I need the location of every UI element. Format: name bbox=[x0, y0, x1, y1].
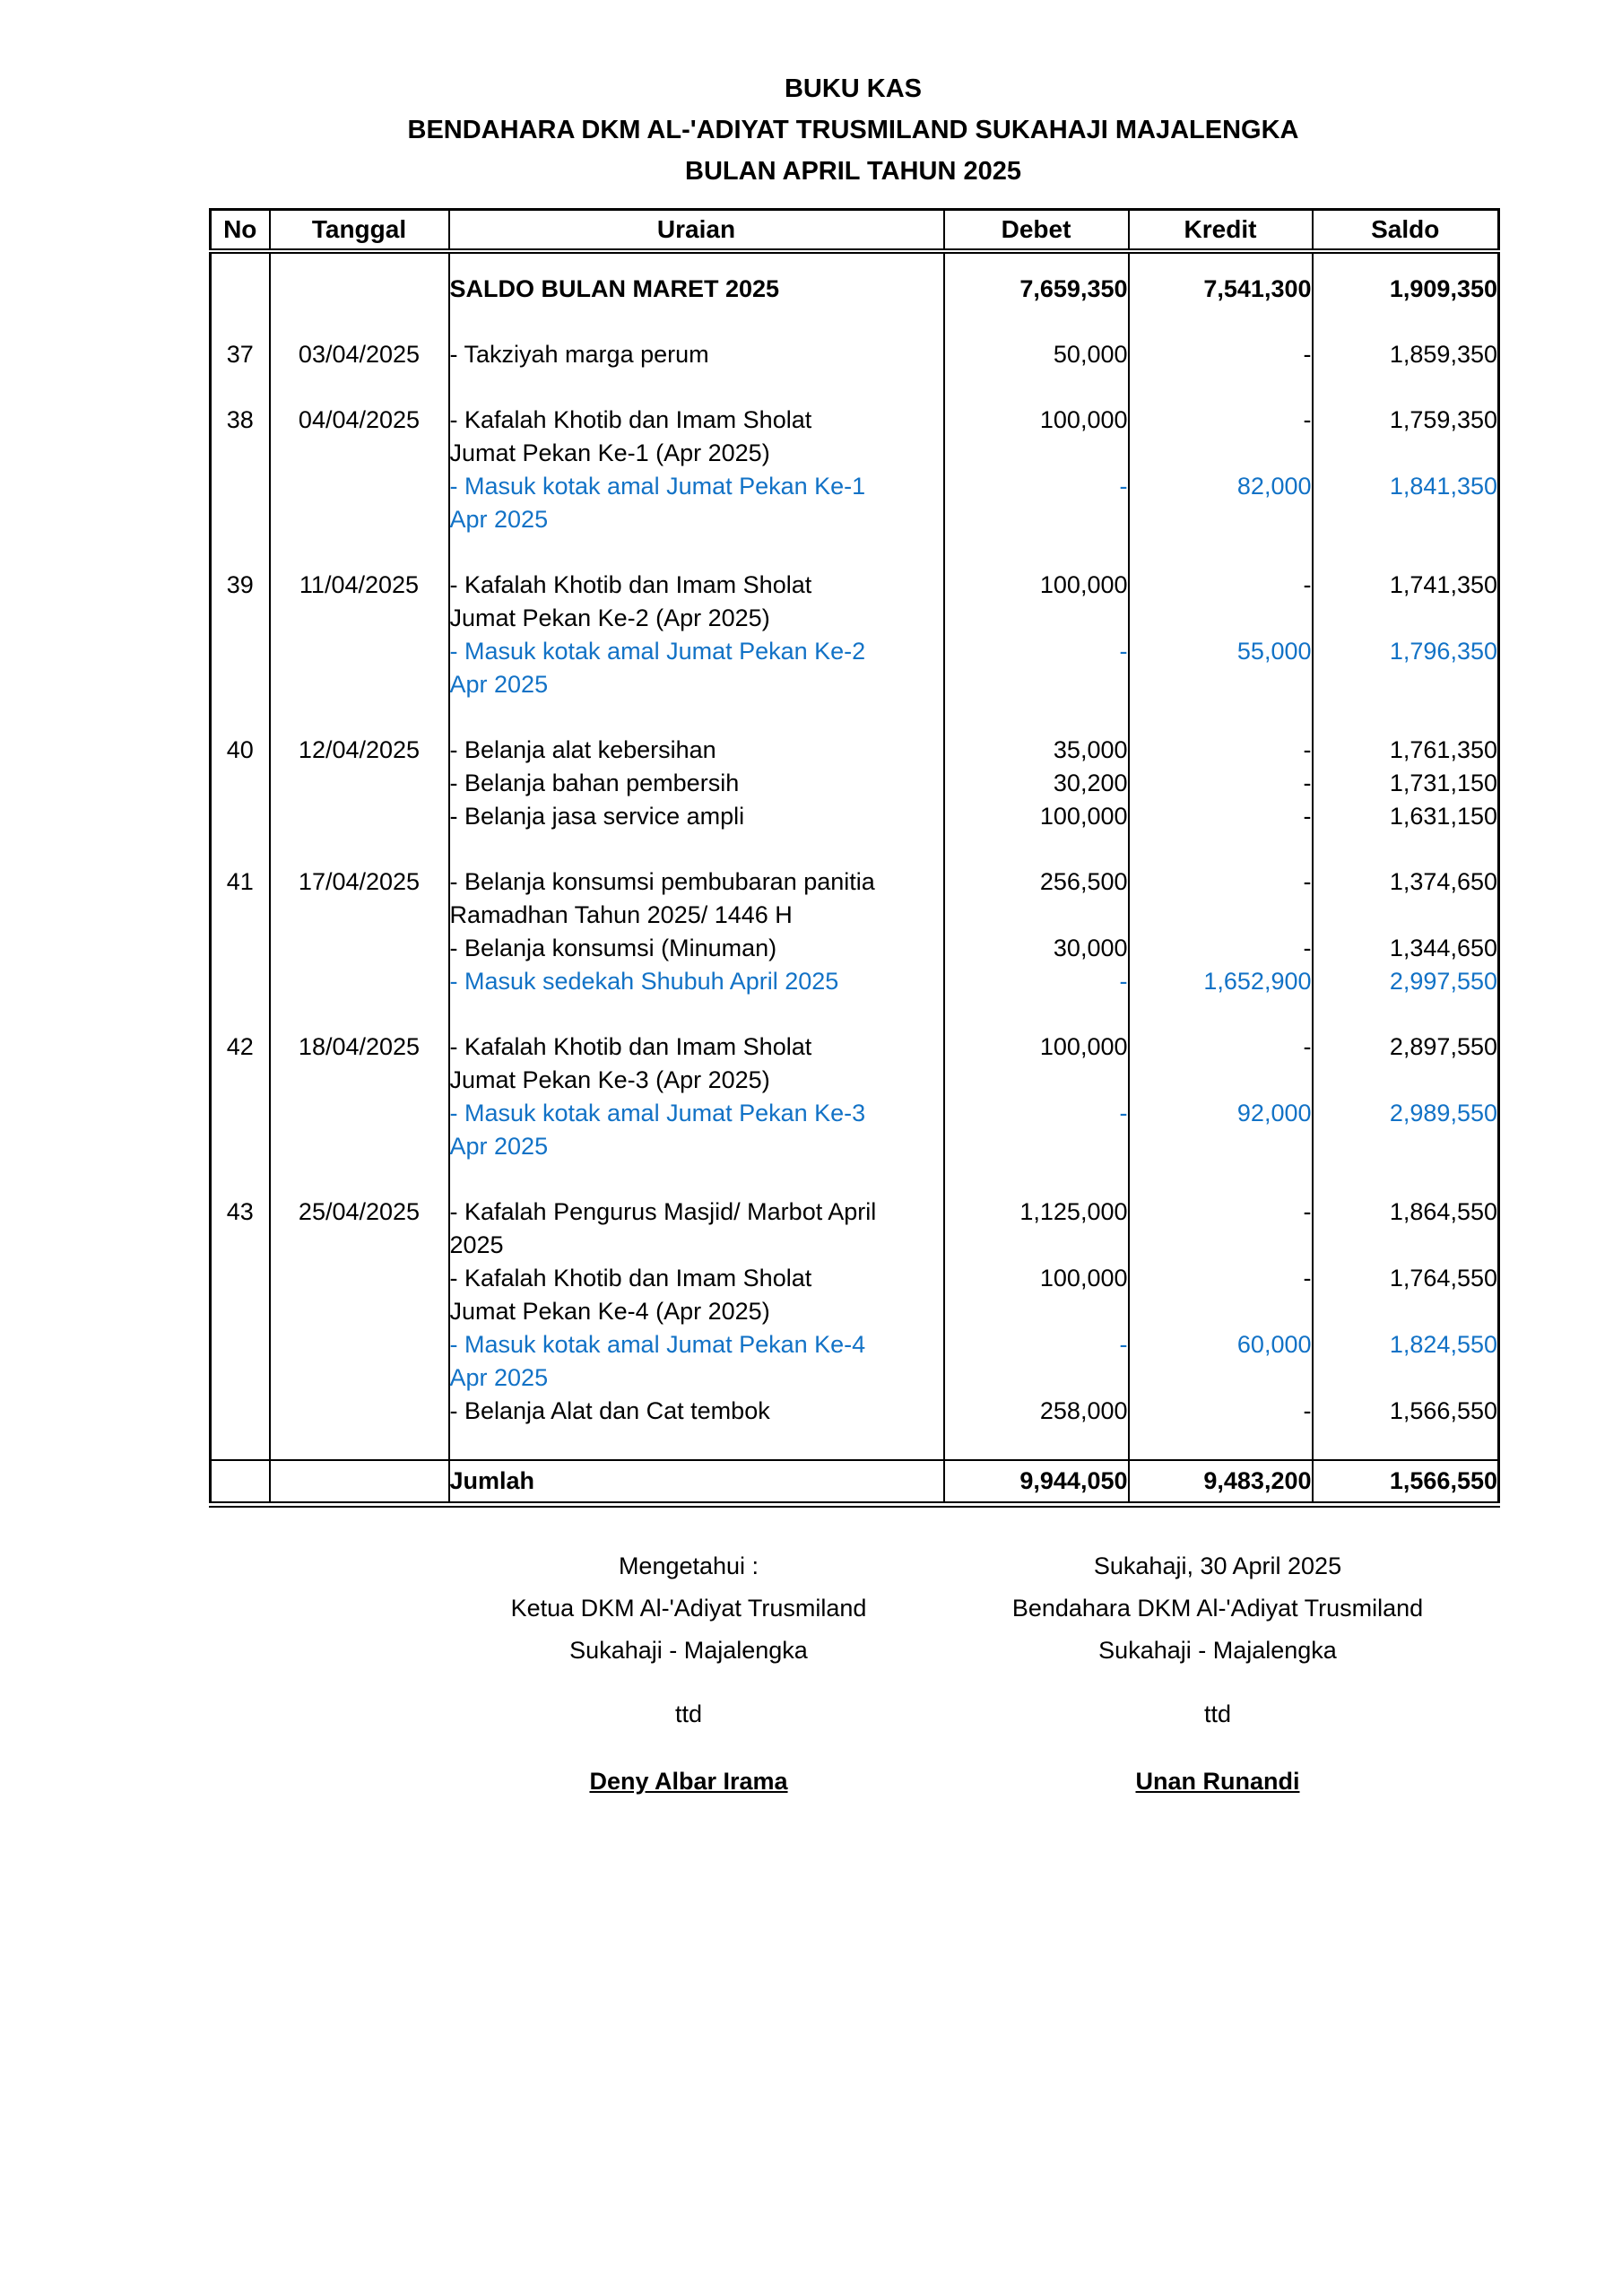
sig-right-line-1: Sukahaji, 30 April 2025 bbox=[1093, 1552, 1342, 1579]
cell-saldo: 1,824,550 bbox=[1313, 1328, 1499, 1395]
cell-uraian: - Kafalah Khotib dan Imam Sholat Jumat Pekan Ke-3 (Apr 2025) bbox=[449, 1031, 944, 1097]
title-line-3: BULAN APRIL TAHUN 2025 bbox=[685, 157, 1021, 186]
spacer-row bbox=[211, 701, 1499, 734]
cell-no: 38 bbox=[211, 404, 270, 470]
cell-uraian: - Masuk kotak amal Jumat Pekan Ke-1 Apr 2025 bbox=[449, 470, 944, 536]
cell-uraian: - Masuk kotak amal Jumat Pekan Ke-4 Apr 2025 bbox=[449, 1328, 944, 1395]
title-line-1: BUKU KAS bbox=[784, 74, 923, 103]
cell-debet: 1,125,000 bbox=[944, 1196, 1129, 1262]
cell-uraian: - Takziyah marga perum bbox=[449, 338, 944, 371]
cell-debet bbox=[944, 251, 1129, 273]
cell-uraian: - Kafalah Khotib dan Imam Sholat Jumat Pekan Ke-4 (Apr 2025) bbox=[449, 1262, 944, 1328]
cell-saldo: 1,566,550 bbox=[1313, 1395, 1499, 1428]
cell-uraian: - Belanja konsumsi pembubaran panitia Ramadhan Tahun 2025/ 1446 H bbox=[449, 865, 944, 932]
cell-no: 43 bbox=[211, 1196, 270, 1262]
cell-tanggal bbox=[270, 1262, 449, 1328]
cell-no bbox=[211, 1097, 270, 1163]
cell-uraian: - Masuk sedekah Shubuh April 2025 bbox=[449, 965, 944, 998]
cell-saldo bbox=[1313, 306, 1499, 338]
cell-tanggal: 03/04/2025 bbox=[270, 338, 449, 371]
cell-tanggal bbox=[270, 306, 449, 338]
cell-kredit bbox=[1129, 306, 1313, 338]
cell-debet bbox=[944, 998, 1129, 1031]
cell-debet: 7,659,350 bbox=[944, 273, 1129, 306]
cell-uraian bbox=[449, 1163, 944, 1196]
col-header-saldo: Saldo bbox=[1313, 210, 1499, 251]
spacer-row bbox=[211, 1163, 1499, 1196]
cell-kredit bbox=[1129, 701, 1313, 734]
cell-saldo: 2,997,550 bbox=[1313, 965, 1499, 998]
cell-debet bbox=[944, 701, 1129, 734]
cell-no bbox=[211, 273, 270, 306]
cell-debet bbox=[944, 1428, 1129, 1460]
cell-uraian bbox=[449, 833, 944, 865]
cell-no bbox=[211, 470, 270, 536]
cell-no bbox=[211, 932, 270, 965]
entry-row bbox=[211, 1031, 1499, 1097]
spacer-row bbox=[211, 833, 1499, 865]
cell-debet: 30,200 bbox=[944, 767, 1129, 800]
cell-saldo: 1,796,350 bbox=[1313, 635, 1499, 701]
entry-row bbox=[211, 470, 1499, 536]
cell-kredit bbox=[1129, 998, 1313, 1031]
cell-saldo: 1,864,550 bbox=[1313, 1196, 1499, 1262]
entry-row bbox=[211, 800, 1499, 833]
entry-row bbox=[211, 767, 1499, 800]
cell-tanggal: 04/04/2025 bbox=[270, 404, 449, 470]
cell-debet: 9,944,050 bbox=[944, 1460, 1129, 1505]
col-header-kredit: Kredit bbox=[1129, 210, 1313, 251]
cell-debet bbox=[944, 371, 1129, 404]
entry-row bbox=[211, 404, 1499, 470]
cell-saldo: 1,344,650 bbox=[1313, 932, 1499, 965]
cell-saldo: 2,897,550 bbox=[1313, 1031, 1499, 1097]
cell-kredit: - bbox=[1129, 932, 1313, 965]
opening-balance-row bbox=[211, 273, 1499, 306]
cell-kredit bbox=[1129, 251, 1313, 273]
col-header-uraian: Uraian bbox=[449, 210, 944, 251]
cell-debet bbox=[944, 536, 1129, 569]
cell-kredit: 55,000 bbox=[1129, 635, 1313, 701]
cell-debet: - bbox=[944, 470, 1129, 536]
cell-no bbox=[211, 1262, 270, 1328]
cell-saldo bbox=[1313, 833, 1499, 865]
cell-uraian: - Masuk kotak amal Jumat Pekan Ke-2 Apr 2025 bbox=[449, 635, 944, 701]
cell-kredit: 9,483,200 bbox=[1129, 1460, 1313, 1505]
sig-left-line-3: Sukahaji - Majalengka bbox=[569, 1637, 808, 1664]
cell-saldo: 2,989,550 bbox=[1313, 1097, 1499, 1163]
cell-no bbox=[211, 1395, 270, 1428]
signature-block-ketua bbox=[388, 1545, 989, 1803]
cell-saldo bbox=[1313, 536, 1499, 569]
cell-tanggal: 25/04/2025 bbox=[270, 1196, 449, 1262]
cell-no: 39 bbox=[211, 569, 270, 635]
cell-no bbox=[211, 701, 270, 734]
entry-row bbox=[211, 932, 1499, 965]
cell-tanggal bbox=[270, 1328, 449, 1395]
cell-no bbox=[211, 1460, 270, 1505]
cell-uraian: - Masuk kotak amal Jumat Pekan Ke-3 Apr 2025 bbox=[449, 1097, 944, 1163]
cell-kredit: 1,652,900 bbox=[1129, 965, 1313, 998]
cell-saldo bbox=[1313, 1163, 1499, 1196]
cell-tanggal bbox=[270, 932, 449, 965]
cell-tanggal bbox=[270, 635, 449, 701]
cell-kredit: - bbox=[1129, 1196, 1313, 1262]
cell-tanggal: 18/04/2025 bbox=[270, 1031, 449, 1097]
cell-tanggal bbox=[270, 965, 449, 998]
cell-no: 40 bbox=[211, 734, 270, 767]
sig-left-line-1: Mengetahui : bbox=[618, 1552, 759, 1579]
cell-kredit bbox=[1129, 371, 1313, 404]
entry-row bbox=[211, 1395, 1499, 1428]
cell-no: 42 bbox=[211, 1031, 270, 1097]
cell-tanggal bbox=[270, 833, 449, 865]
cell-no bbox=[211, 536, 270, 569]
cell-uraian bbox=[449, 371, 944, 404]
entry-row bbox=[211, 1262, 1499, 1328]
cell-debet: 100,000 bbox=[944, 569, 1129, 635]
sig-right-line-2: Bendahara DKM Al-'Adiyat Trusmiland bbox=[1011, 1595, 1424, 1622]
signature-section bbox=[209, 1545, 1497, 1922]
cell-saldo bbox=[1313, 371, 1499, 404]
cell-kredit bbox=[1129, 536, 1313, 569]
cell-saldo: 1,631,150 bbox=[1313, 800, 1499, 833]
cell-tanggal bbox=[270, 1097, 449, 1163]
cell-no bbox=[211, 767, 270, 800]
cell-uraian bbox=[449, 1428, 944, 1460]
entry-row bbox=[211, 1196, 1499, 1262]
cell-uraian: SALDO BULAN MARET 2025 bbox=[449, 273, 944, 306]
spacer-row bbox=[211, 998, 1499, 1031]
cell-uraian: - Kafalah Khotib dan Imam Sholat Jumat Pekan Ke-2 (Apr 2025) bbox=[449, 569, 944, 635]
table-header-row bbox=[211, 210, 1499, 251]
entry-row bbox=[211, 865, 1499, 932]
cell-no bbox=[211, 965, 270, 998]
cell-kredit bbox=[1129, 1163, 1313, 1196]
cell-debet: - bbox=[944, 1097, 1129, 1163]
entry-row bbox=[211, 338, 1499, 371]
cell-debet bbox=[944, 833, 1129, 865]
cell-debet bbox=[944, 306, 1129, 338]
total-row bbox=[211, 1460, 1499, 1505]
cell-tanggal bbox=[270, 1395, 449, 1428]
cell-kredit: - bbox=[1129, 865, 1313, 932]
spacer-row bbox=[211, 1428, 1499, 1460]
title-line-2: BENDAHARA DKM AL-'ADIYAT TRUSMILAND SUKAHAJI MAJALENGKA bbox=[407, 116, 1299, 144]
cell-kredit: - bbox=[1129, 800, 1313, 833]
cell-tanggal bbox=[270, 800, 449, 833]
cell-debet: - bbox=[944, 635, 1129, 701]
cell-saldo bbox=[1313, 1428, 1499, 1460]
cell-uraian: - Belanja jasa service ampli bbox=[449, 800, 944, 833]
spacer-row bbox=[211, 306, 1499, 338]
cell-tanggal bbox=[270, 998, 449, 1031]
cell-debet: 258,000 bbox=[944, 1395, 1129, 1428]
cell-saldo: 1,374,650 bbox=[1313, 865, 1499, 932]
cell-kredit: - bbox=[1129, 404, 1313, 470]
cell-saldo: 1,741,350 bbox=[1313, 569, 1499, 635]
cell-tanggal bbox=[270, 1428, 449, 1460]
table-body bbox=[211, 251, 1499, 1505]
cell-kredit: 7,541,300 bbox=[1129, 273, 1313, 306]
cell-debet: 100,000 bbox=[944, 1031, 1129, 1097]
entry-row bbox=[211, 734, 1499, 767]
cell-tanggal: 12/04/2025 bbox=[270, 734, 449, 767]
cell-kredit: 82,000 bbox=[1129, 470, 1313, 536]
spacer-row bbox=[211, 251, 1499, 273]
cell-debet: 100,000 bbox=[944, 404, 1129, 470]
cell-kredit: - bbox=[1129, 1395, 1313, 1428]
cell-tanggal bbox=[270, 371, 449, 404]
cell-debet: 35,000 bbox=[944, 734, 1129, 767]
cell-saldo: 1,761,350 bbox=[1313, 734, 1499, 767]
cell-debet: 256,500 bbox=[944, 865, 1129, 932]
cell-uraian: Jumlah bbox=[449, 1460, 944, 1505]
cell-kredit: - bbox=[1129, 569, 1313, 635]
document-title bbox=[209, 68, 1497, 192]
cell-saldo: 1,909,350 bbox=[1313, 273, 1499, 306]
cell-no bbox=[211, 833, 270, 865]
cell-uraian: - Kafalah Khotib dan Imam Sholat Jumat Pekan Ke-1 (Apr 2025) bbox=[449, 404, 944, 470]
cell-uraian bbox=[449, 536, 944, 569]
entry-row bbox=[211, 635, 1499, 701]
cell-kredit: - bbox=[1129, 767, 1313, 800]
cell-tanggal bbox=[270, 536, 449, 569]
cell-tanggal bbox=[270, 767, 449, 800]
cell-debet: 100,000 bbox=[944, 800, 1129, 833]
sig-right-ttd: ttd bbox=[1203, 1700, 1232, 1727]
cell-no: 41 bbox=[211, 865, 270, 932]
cell-uraian: - Belanja bahan pembersih bbox=[449, 767, 944, 800]
cell-saldo: 1,566,550 bbox=[1313, 1460, 1499, 1505]
col-header-tanggal: Tanggal bbox=[270, 210, 449, 251]
cell-kredit: - bbox=[1129, 734, 1313, 767]
entry-row bbox=[211, 1097, 1499, 1163]
cell-tanggal bbox=[270, 251, 449, 273]
cell-saldo: 1,759,350 bbox=[1313, 404, 1499, 470]
cell-kredit bbox=[1129, 833, 1313, 865]
cell-kredit bbox=[1129, 1428, 1313, 1460]
cell-kredit: 60,000 bbox=[1129, 1328, 1313, 1395]
col-header-no: No bbox=[211, 210, 270, 251]
cell-no: 37 bbox=[211, 338, 270, 371]
spacer-row bbox=[211, 536, 1499, 569]
cell-debet bbox=[944, 1163, 1129, 1196]
cell-no bbox=[211, 800, 270, 833]
cell-saldo: 1,859,350 bbox=[1313, 338, 1499, 371]
cell-no bbox=[211, 998, 270, 1031]
table-header bbox=[211, 210, 1499, 251]
cell-uraian bbox=[449, 306, 944, 338]
spacer-row bbox=[211, 371, 1499, 404]
cell-uraian: - Kafalah Pengurus Masjid/ Marbot April 2025 bbox=[449, 1196, 944, 1262]
cell-uraian bbox=[449, 251, 944, 273]
cell-uraian bbox=[449, 998, 944, 1031]
cell-tanggal bbox=[270, 1460, 449, 1505]
entry-row bbox=[211, 569, 1499, 635]
cell-no bbox=[211, 1428, 270, 1460]
cell-tanggal bbox=[270, 701, 449, 734]
sig-left-line-2: Ketua DKM Al-'Adiyat Trusmiland bbox=[510, 1595, 867, 1622]
sig-left-name: Deny Albar Irama bbox=[589, 1768, 788, 1795]
cell-debet: 50,000 bbox=[944, 338, 1129, 371]
cell-no bbox=[211, 635, 270, 701]
cell-tanggal bbox=[270, 1163, 449, 1196]
cell-saldo: 1,731,150 bbox=[1313, 767, 1499, 800]
cell-uraian: - Belanja alat kebersihan bbox=[449, 734, 944, 767]
signature-block-bendahara bbox=[917, 1545, 1518, 1803]
cell-tanggal bbox=[270, 470, 449, 536]
cell-tanggal: 11/04/2025 bbox=[270, 569, 449, 635]
cell-saldo: 1,764,550 bbox=[1313, 1262, 1499, 1328]
sig-right-name: Unan Runandi bbox=[1135, 1768, 1300, 1795]
cell-debet: - bbox=[944, 965, 1129, 998]
cell-tanggal: 17/04/2025 bbox=[270, 865, 449, 932]
cell-no bbox=[211, 1328, 270, 1395]
col-header-debet: Debet bbox=[944, 210, 1129, 251]
cash-book-table bbox=[209, 208, 1500, 1508]
cell-no bbox=[211, 251, 270, 273]
cell-debet: 30,000 bbox=[944, 932, 1129, 965]
cell-kredit: - bbox=[1129, 1031, 1313, 1097]
cell-kredit: - bbox=[1129, 338, 1313, 371]
cell-saldo bbox=[1313, 998, 1499, 1031]
entry-row bbox=[211, 1328, 1499, 1395]
cell-no bbox=[211, 306, 270, 338]
cell-debet: 100,000 bbox=[944, 1262, 1129, 1328]
cell-kredit: 92,000 bbox=[1129, 1097, 1313, 1163]
cell-no bbox=[211, 371, 270, 404]
cell-saldo bbox=[1313, 701, 1499, 734]
cell-kredit: - bbox=[1129, 1262, 1313, 1328]
entry-row bbox=[211, 965, 1499, 998]
sig-left-ttd: ttd bbox=[674, 1700, 703, 1727]
cell-uraian: - Belanja Alat dan Cat tembok bbox=[449, 1395, 944, 1428]
sig-right-line-3: Sukahaji - Majalengka bbox=[1098, 1637, 1337, 1664]
cell-saldo: 1,841,350 bbox=[1313, 470, 1499, 536]
cell-no bbox=[211, 1163, 270, 1196]
cell-uraian bbox=[449, 701, 944, 734]
cell-debet: - bbox=[944, 1328, 1129, 1395]
cell-uraian: - Belanja konsumsi (Minuman) bbox=[449, 932, 944, 965]
cell-saldo bbox=[1313, 251, 1499, 273]
cell-tanggal bbox=[270, 273, 449, 306]
